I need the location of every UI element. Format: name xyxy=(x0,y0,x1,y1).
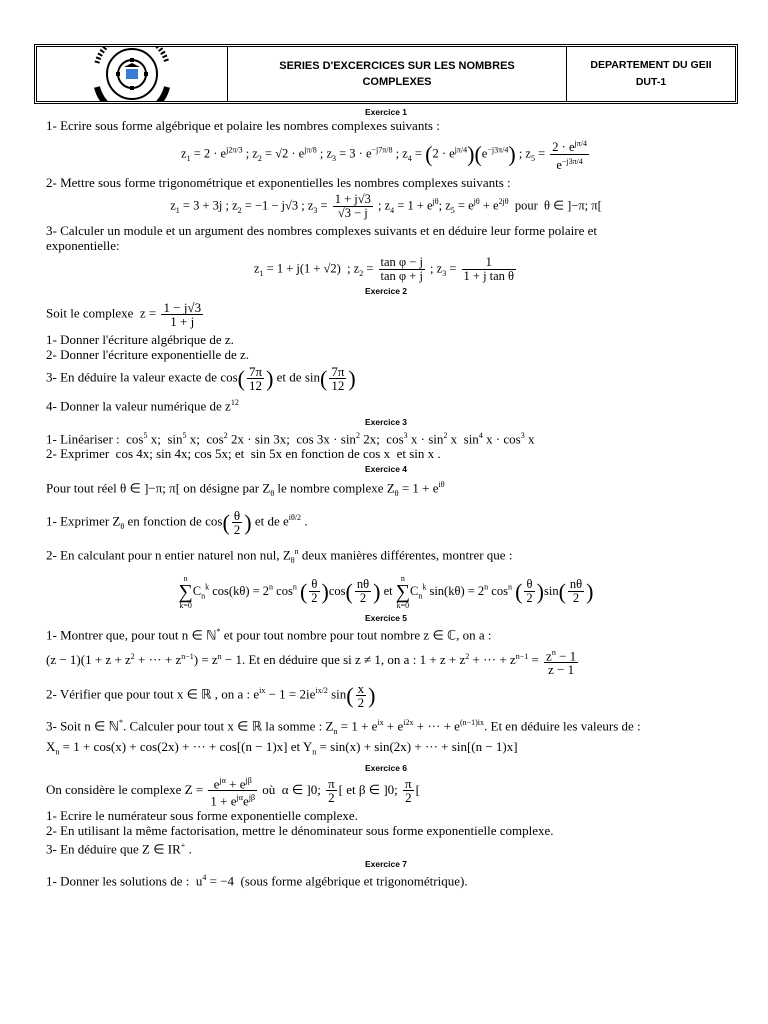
ex2-intro: Soit le complexe z = $\frac{1 - j√3}{1 + j}$ xyxy=(46,300,202,330)
ex4-intro: Pour tout réel θ ∈ ]−π; π[ on désigne par $Z_\theta$ le nombre complexe $Z_\theta = 1 + e^{i\theta}$ xyxy=(46,479,445,498)
department-name: DEPARTEMENT DU GEII xyxy=(590,59,712,71)
ex1-question-3b: exponentielle: xyxy=(46,238,120,254)
ex6-question-3-text: 3- En déduire que xyxy=(46,840,139,856)
ex5-question-2: 2- Vérifier que pour tout x ∈ ℝ , on a : $e^{ix} - 1 = 2ie^{ix/2}$ sin( $\frac{x}{2}$ ) xyxy=(46,681,376,711)
ex1-question-1: 1- Ecrire sous forme algébrique et polaire les nombres complexes suivants : xyxy=(46,118,440,133)
exercise-6-title: Exercice 6 xyxy=(364,762,408,773)
ex4-question-1: 1- Exprimer $Z_\theta$ en fonction de cos( $\frac{\theta}{2}$ ) et de $e^{i\theta/2}$ . xyxy=(46,507,308,537)
exercise-4-title: Exercice 4 xyxy=(364,463,408,474)
ex3-question-2: 2- Exprimer cos 4x; sin 4x; cos 5x; et sin 5x en fonction de cos x et sin x . xyxy=(46,445,441,461)
exercise-5-title: Exercice 5 xyxy=(364,612,408,623)
ex2-question-3-text: 3- En déduire la valeur exacte de xyxy=(46,369,218,385)
ex7-question-1-end: (sous forme algébrique et trigonométrique). xyxy=(240,873,468,889)
exercise-1-title: Exercice 1 xyxy=(364,107,408,117)
ex2-question-1: 1- Donner l'écriture algébrique de z. xyxy=(46,332,234,348)
ex5-question-1: 1- Montrer que, pour tout n ∈ ℕ* et pour tout nombre pour tout nombre z ∈ ℂ, on a : xyxy=(46,626,492,643)
ex4-question-2-b: deux manières différentes, montrer que : xyxy=(301,547,513,563)
exercise-2-title: Exercice 2 xyxy=(364,286,408,297)
ex4-intro-b: on désigne par xyxy=(183,480,260,496)
document-title-line2: COMPLEXES xyxy=(362,76,432,88)
document-title-line1: SERIES D'EXCERCICES SUR LES NOMBRES xyxy=(279,60,515,72)
ex5-question-2-b: , on a : xyxy=(214,686,251,702)
exercise-3-title: Exercice 3 xyxy=(364,416,408,427)
ex6-ou: où xyxy=(262,781,276,797)
ex5-question-3-et: et xyxy=(290,739,301,755)
ex5-question-1-e: , on a : xyxy=(380,652,417,668)
ex3-question-2-end: en fonction de xyxy=(285,445,360,461)
ex6-intro: On considère le complexe Z = $\frac{e^{j\alpha} + e^{j\beta}}{1 + e^{j\alpha}e^{j\beta}}$ où α ∈ ]0; $\frac{\pi}{2}$ [ et β ∈ ]0; $\frac{\pi}{2}$ [ xyxy=(46,775,420,809)
ex2-intro-text: Soit le complexe xyxy=(46,305,134,321)
ex4-question-1-a: 1- Exprimer xyxy=(46,513,110,529)
ex6-question-2: 2- En utilisant la même factorisation, mettre le dénominateur sous forme exponentielle complexe. xyxy=(46,822,554,838)
ex4-question-2-a: 2- En calculant pour n entier naturel non nul, xyxy=(46,547,280,563)
ex1-formula-2: $z_1 = 3 + 3j$ ; $z_2 = -1 - j√3$ ; $z_3$ = $\frac{1 + j√3}{√3 - j}$ ; $z_4 = 1 + e^{j\theta}$; $z_5 = e^{j\theta} + e^{2j\theta}$ pour θ ∈ ]−π; π[ xyxy=(170,192,602,221)
ex2-question-3-and: et de xyxy=(276,369,302,385)
ex5-question-3-a: 3- Soit xyxy=(46,718,82,734)
department-cell xyxy=(567,47,735,101)
ex3-question-1: 1- Linéariser : $\cos^5 x$; $\sin^5 x$; $\cos^2 2x \cdot \sin 3x$; $\cos 3x \cdot \sin^2 2x$; $\cos^3 x \cdot \sin^2 x$ $\sin^4 x \cdot \cos^3 x$ xyxy=(46,430,535,446)
header-table xyxy=(34,44,738,104)
ex4-question-1-c: et de xyxy=(254,513,280,529)
ex5-question-3-c: la somme : xyxy=(265,718,323,734)
ex2-question-4-text: 4- Donner la valeur numérique de xyxy=(46,398,222,414)
ex5-question-1-a: 1- Montrer que, pour tout xyxy=(46,627,179,643)
ex5-question-3-d: . Et en déduire les valeurs de : xyxy=(484,718,641,734)
ex1-question-2: 2- Mettre sous forme trigonométrique et exponentielles les nombres complexes suivants : xyxy=(46,175,511,191)
ex5-formula-3: $X_n = 1 + \cos(x) + \cos(2x)$ + ··· + cos[(n − 1)x] et $Y_n = \sin(x) + \sin(2x)$ + ··· + sin[(n − 1)x] xyxy=(46,739,518,757)
ex4-intro-a: Pour tout réel xyxy=(46,480,117,496)
ex4-formula: n ∑ k=0 $C_n^k$ $\cos(k\theta) = 2^n$ $\cos^n$ ( $\frac{\theta}{2}$ )cos( $\frac{n\theta}{2}$ ) et n ∑ k=0 $C_n^k$ $\sin(k\theta) = 2^n$ $\cos^n$ ( $\frac{\theta}{2}$ )sin( $\frac{n\theta}{2}$ ) xyxy=(178,573,594,610)
department-level: DUT-1 xyxy=(635,76,667,88)
ex7-question-1: 1- Donner les solutions de : $u^4 = -4$ (sous forme algébrique et trigonométrique). xyxy=(46,872,468,889)
ex7-question-1-text: 1- Donner les solutions de : xyxy=(46,873,190,889)
ex5-question-3: 3- Soit n ∈ ℕ*. Calculer pour tout x ∈ ℝ la somme : $Z_n = 1 + e^{ix} + e^{i2x}$ + ··· + $e^{(n-1)ix}$. Et en déduire les valeurs de : xyxy=(46,718,641,737)
ex5-question-1-b: et pour tout nombre pour tout nombre xyxy=(223,627,421,643)
ex2-question-4: 4- Donner la valeur numérique de $z^{12}$ xyxy=(46,398,239,414)
ex3-question-1-text: 1- Linéariser : xyxy=(46,430,120,446)
ex1-formula-1: $z_1 = 2 \cdot e^{j2\pi/3}$ ; $z_2 = √2 \cdot e^{j\pi/8}$ ; $z_3 = 3 \cdot e^{-j7\pi/8}$ ; $z_4 = (2 \cdot e^{j\pi/4})(e^{-j3\pi/4})$ ; $z_5$ = $\frac{2 \cdot e^{j\pi/4}}{e^{-j3\pi/4}}$ xyxy=(181,139,587,173)
ex6-question-3: 3- En déduire que Z ∈ IR+ . xyxy=(46,840,192,856)
ex5-question-3-b: . Calculer pour tout xyxy=(123,718,225,734)
ex5-question-1-d: . Et en déduire que si xyxy=(242,652,352,668)
ex5-question-2-a: 2- Vérifier que pour tout xyxy=(46,686,174,702)
ex1-question-3a: 3- Calculer un module et un argument des nombres complexes suivants et en déduire leur forme polaire et xyxy=(46,223,598,239)
document-title-cell xyxy=(228,47,567,101)
ex5-question-1-c: , on a : xyxy=(456,627,492,643)
ex2-question-2: 2- Donner l'écriture exponentielle de z. xyxy=(46,347,250,363)
exercise-7-title: Exercice 7 xyxy=(364,858,408,869)
ex6-intro-text: On considère le complexe xyxy=(46,781,182,797)
ex2-question-3: 3- En déduire la valeur exacte de cos( $\frac{7\pi}{12}$ ) et de sin( $\frac{7\pi}{12}$ ) xyxy=(46,364,356,394)
ex3-question-2-text: 2- Exprimer xyxy=(46,445,110,461)
ex5-formula-1: $(z - 1)(1 + z + z^2$ + ··· + $z^{n-1}) = z^n - 1$. Et en déduire que si z ≠ 1, on a : $1 + z + z^2$ + ··· + $z^{n-1}$ = $\frac{z^n - 1}{z - 1}$ xyxy=(46,648,577,678)
ex6-question-1: 1- Ecrire le numérateur sous forme exponentielle complexe. xyxy=(46,807,358,823)
ex1-formula-3: $z_1 = 1 + j(1 + √2)$ ; $z_2$ = $\frac{\text{tan φ − j}}{\text{tan φ + j}}$ ; $z_3$ = $\frac{1}{\text{1 + j tan θ}}$ xyxy=(253,255,515,284)
document-page xyxy=(34,44,738,888)
ex3-question-2-and: et xyxy=(396,445,406,461)
ex4-question-1-b: en fonction de xyxy=(127,513,202,529)
ex6-et: et xyxy=(346,781,356,797)
university-logo xyxy=(77,47,187,101)
logo-cell xyxy=(37,47,228,101)
ex4-intro-c: le nombre complexe xyxy=(277,480,384,496)
ex4-question-2: 2- En calculant pour n entier naturel non nul, $Z_\theta^n$ deux manières différentes, montrer que : xyxy=(46,546,513,565)
